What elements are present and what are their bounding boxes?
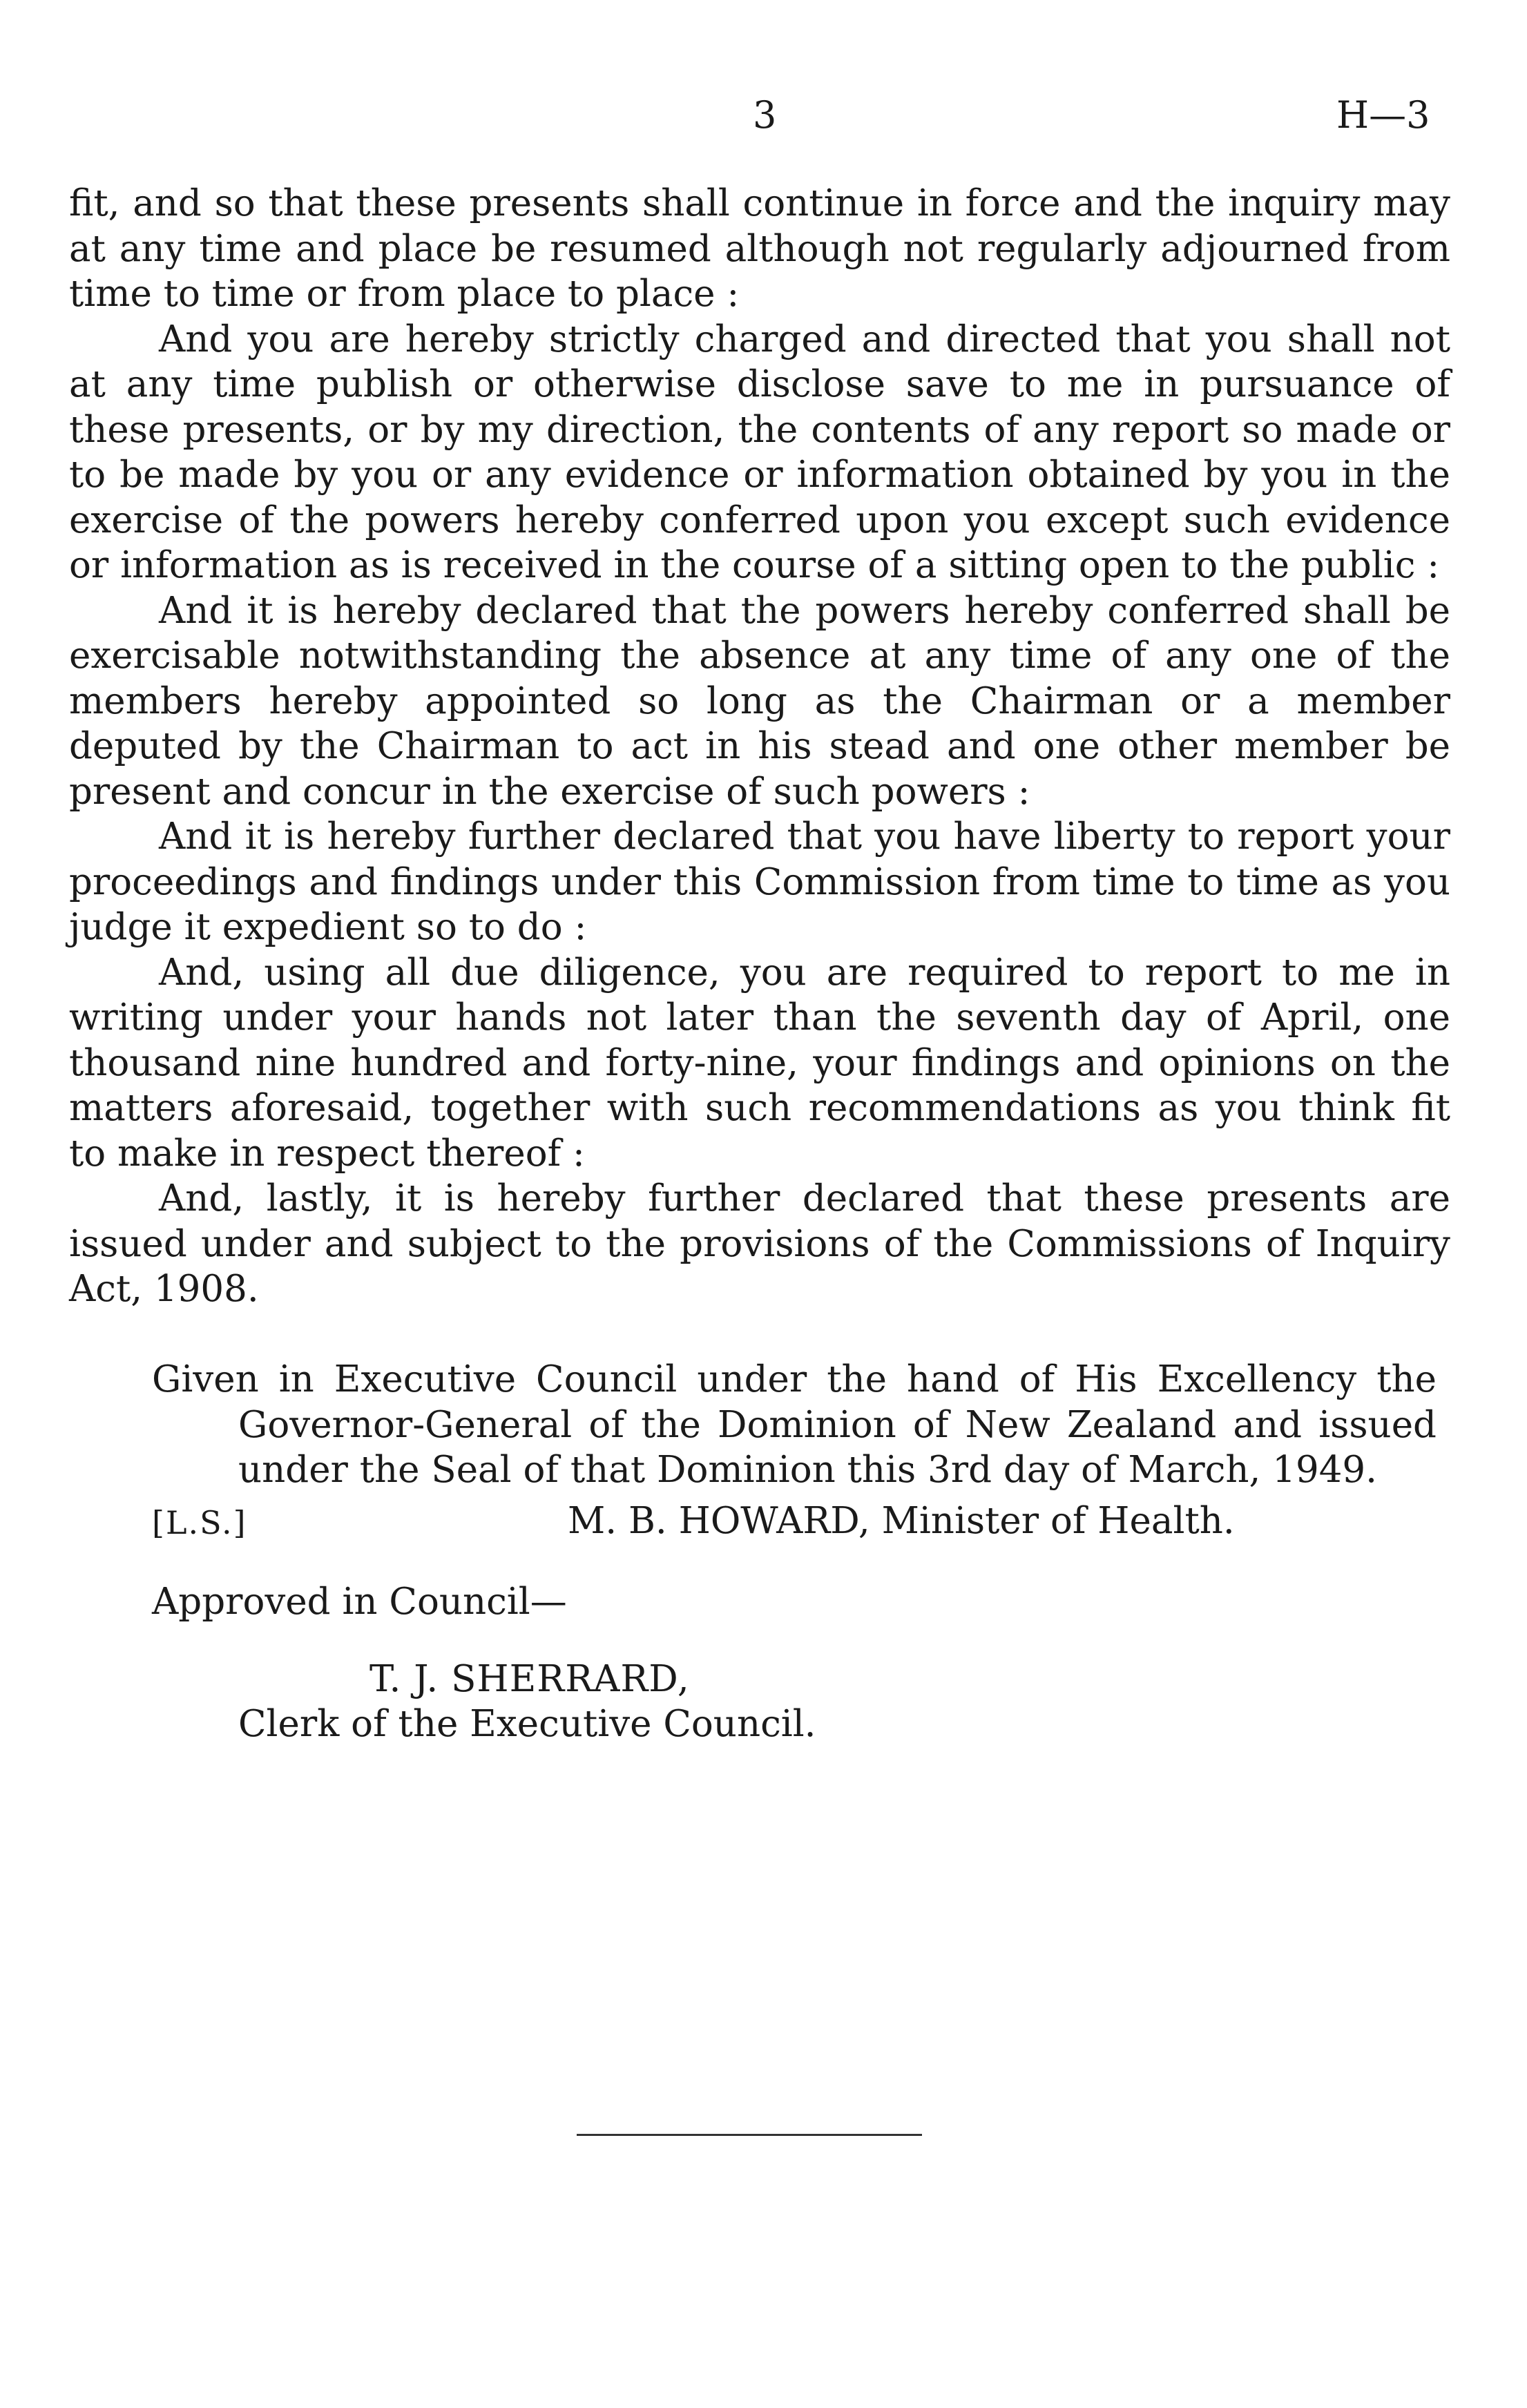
approved-in-council: Approved in Council— [152, 1581, 567, 1623]
paragraph-continuation: fit, and so that these presents shall continue in force and the inquiry may at any time and place be resumed although not regularly adjourned from time to time or from place to place : [69, 182, 1450, 315]
page-number: 3 [753, 93, 777, 137]
end-rule-divider [577, 2134, 922, 2136]
given-in-council-clause: Given in Executive Council under the hand of His Excellency the Governor-General of the Dominion of New Zealand and issued under the Seal of that Dominion this 3rd day of March, 1949. [152, 1358, 1437, 1491]
clerk-name: T. J. SHERRARD, [369, 1658, 690, 1700]
document-series-code: H—3 [1336, 93, 1430, 137]
paragraph-statutory-basis: And, lastly, it is hereby further declared that these presents are issued under and subject to the provisions of the Commissions of Inquiry Act, 1908. [69, 1177, 1450, 1310]
paragraph-quorum: And it is hereby declared that the powers hereby conferred shall be exercisable notwithstanding the absence at any time of any one of the members hereby appointed so long as the Chairman or a member deputed by the Chairman to act in his stead and one other member be present and concur in the exercise of such powers : [69, 589, 1450, 813]
paragraph-reporting-deadline: And, using all due diligence, you are required to report to me in writing under your hands not later than the seventh day of April, one thousand nine hundred and forty-nine, your findings and opinions on the matters aforesaid, together with such recommendations as you think fit to make in respect thereof : [69, 951, 1450, 1175]
seal-mark: [L.S.] [152, 1504, 247, 1541]
paragraph-confidentiality: And you are hereby strictly charged and directed that you shall not at any time publish or otherwise disclose save to me in pursuance of these presents, or by my direction, the contents of any report so made or to be made by you or any evidence or information obtained by you in the exercise of the powers hereby conferred upon you except such evidence or information as is received in the course of a sitting open to the public : [69, 318, 1450, 586]
paragraph-interim-reports: And it is hereby further declared that you have liberty to report your proceedings and findings under this Commission from time to time as you judge it expedient so to do : [69, 816, 1450, 948]
clerk-title: Clerk of the Executive Council. [238, 1703, 816, 1745]
minister-signature: M. B. HOWARD, Minister of Health. [568, 1500, 1235, 1542]
commission-body [69, 181, 1450, 1312]
